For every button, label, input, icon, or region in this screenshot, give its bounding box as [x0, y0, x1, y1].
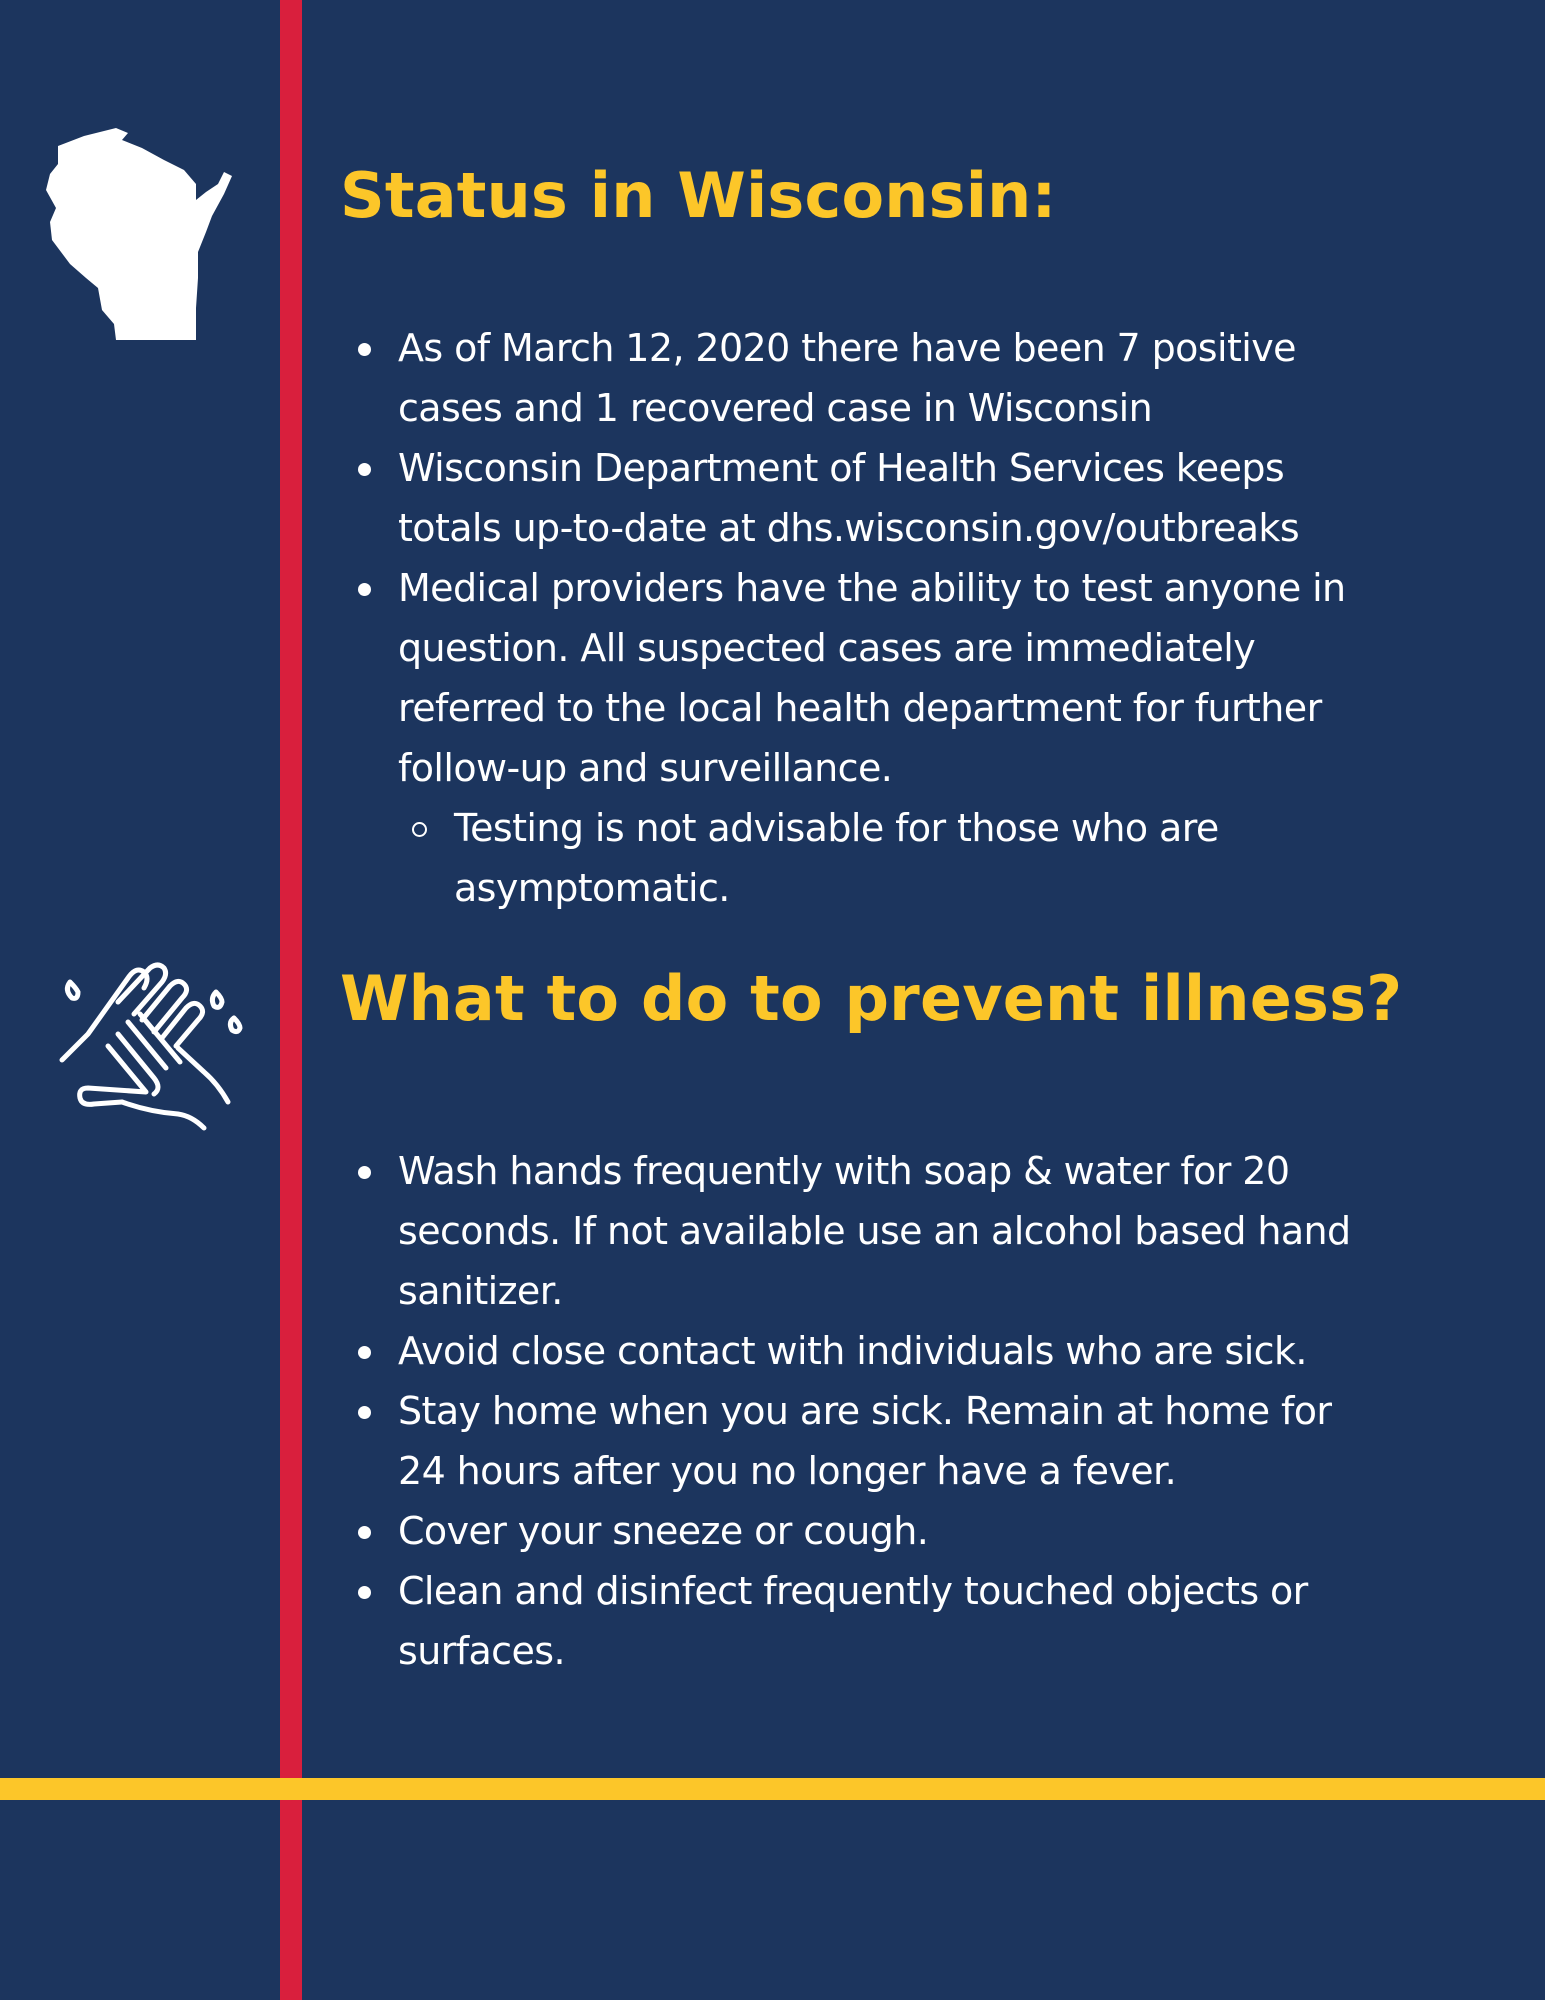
status-heading: Status in Wisconsin: — [340, 159, 1057, 232]
prevent-section — [340, 955, 1490, 1681]
prevent-list — [340, 1141, 1490, 1681]
list-item: Wash hands frequently with soap & water for 20 seconds. If not available use an alcohol based hand sanitizer. — [340, 1141, 1490, 1321]
hand-washing-icon — [58, 962, 243, 1132]
list-item: Clean and disinfect frequently touched objects or surfaces. — [340, 1561, 1490, 1681]
status-section — [340, 152, 1490, 918]
list-item: Wisconsin Department of Health Services keeps totals up-to-date at dhs.wisconsin.gov/outbreaks — [340, 438, 1490, 558]
list-item: Medical providers have the ability to test anyone in question. All suspected cases are immediately referred to the local health department for further follow-up and surveillance. — [340, 558, 1490, 798]
status-list — [340, 318, 1490, 918]
gold-horizontal-stripe — [0, 1778, 1545, 1800]
wisconsin-state-icon — [46, 128, 246, 343]
red-vertical-stripe — [280, 0, 302, 2000]
list-item: Avoid close contact with individuals who are sick. — [340, 1321, 1490, 1381]
list-item: Cover your sneeze or cough. — [340, 1501, 1490, 1561]
sub-list-item: Testing is not advisable for those who are asymptomatic. — [340, 798, 1490, 918]
list-item: As of March 12, 2020 there have been 7 positive cases and 1 recovered case in Wisconsin — [340, 318, 1490, 438]
list-item: Stay home when you are sick. Remain at home for 24 hours after you no longer have a fever. — [340, 1381, 1490, 1501]
prevent-heading: What to do to prevent illness? — [340, 962, 1403, 1035]
